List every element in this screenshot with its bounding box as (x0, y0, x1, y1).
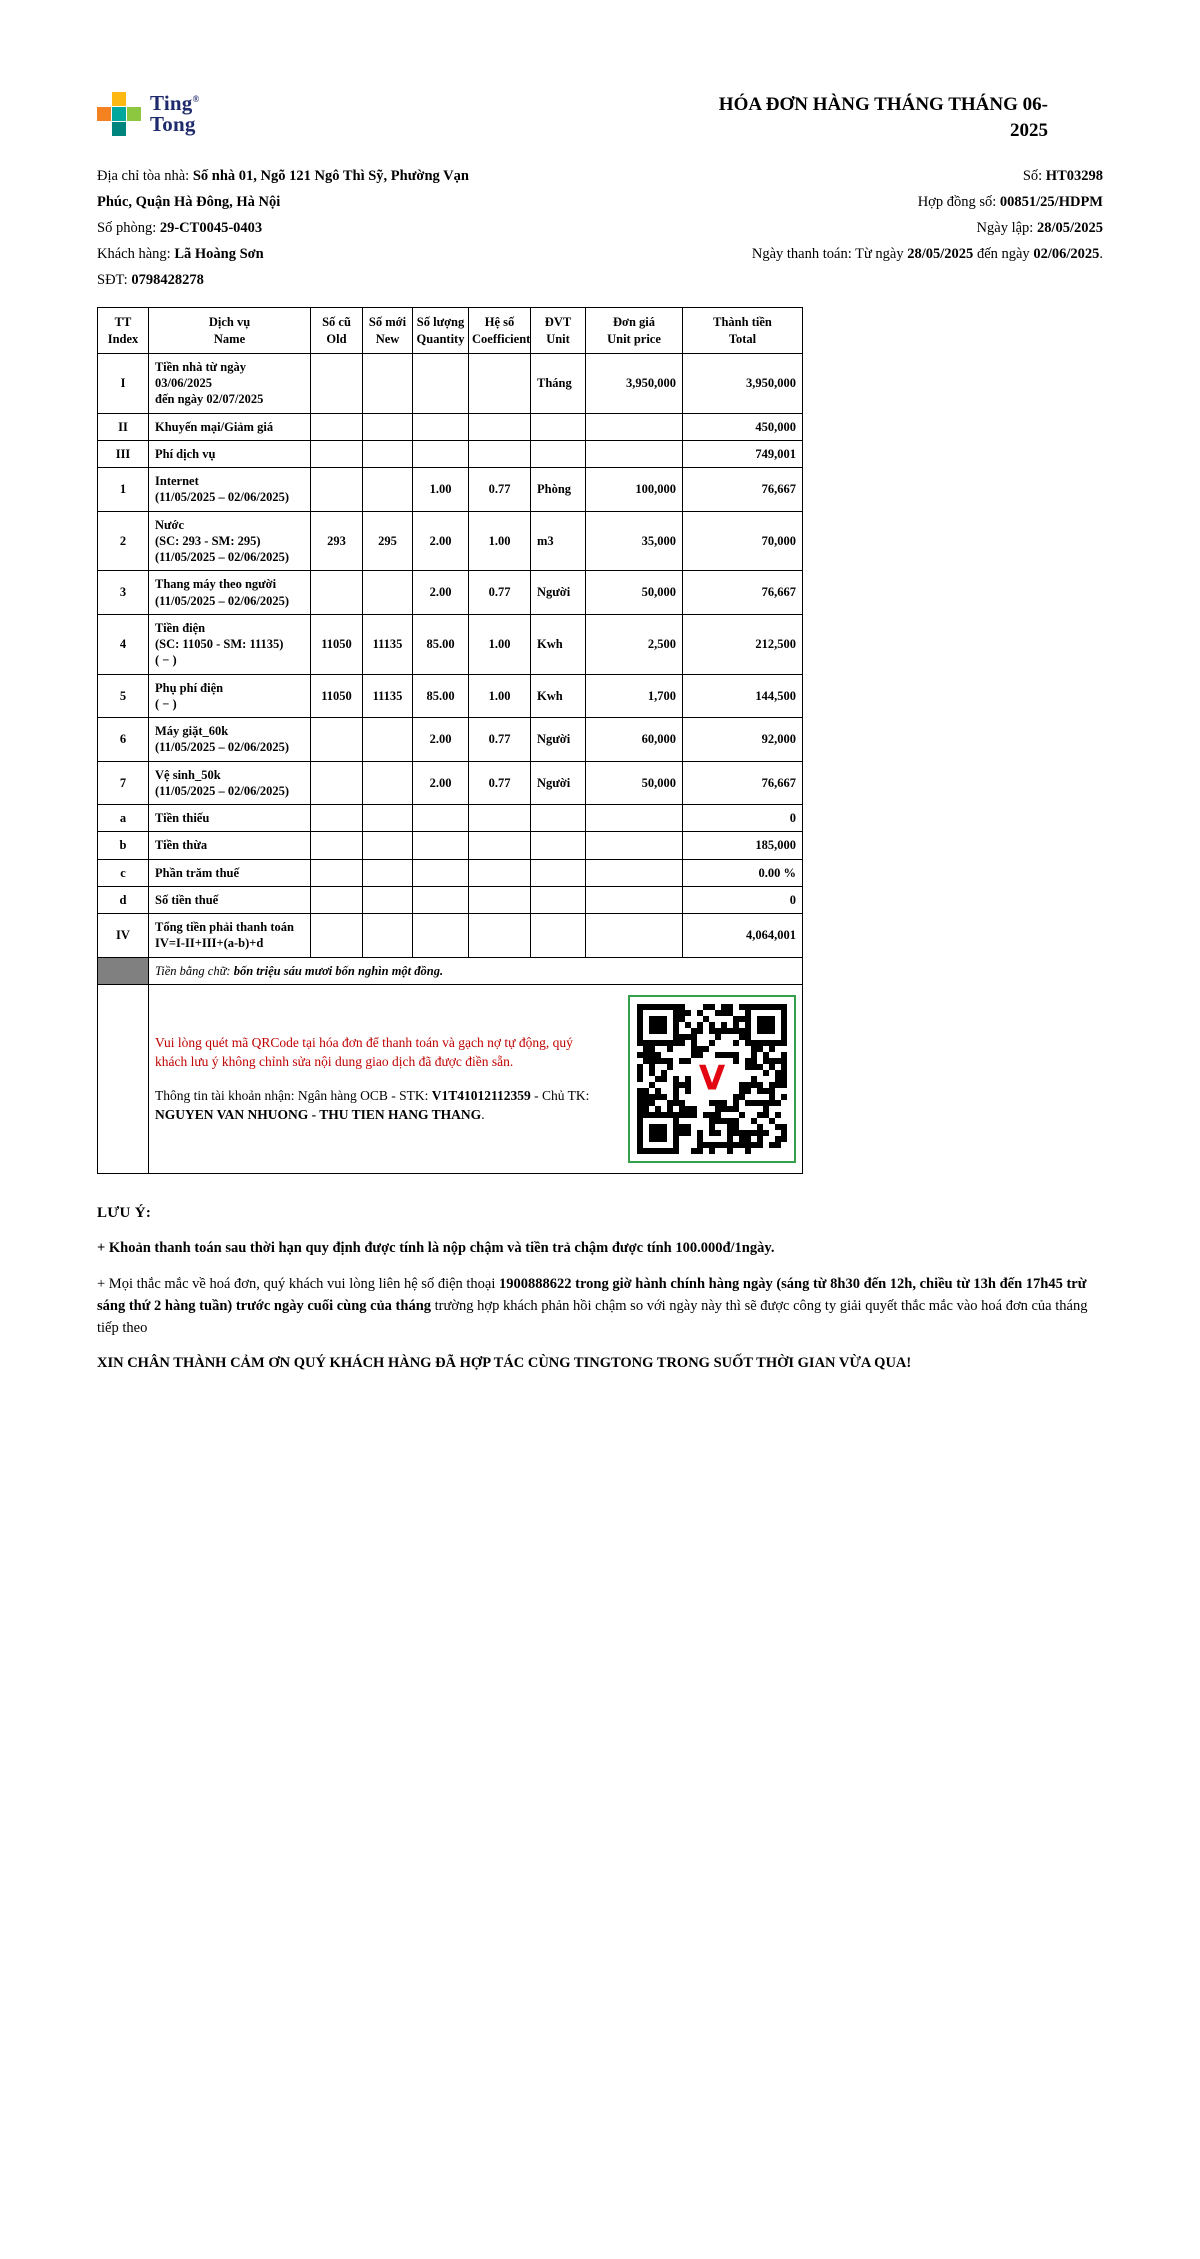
cell-total: 76,667 (683, 761, 803, 805)
invoice-page (97, 0, 1103, 1389)
cell-price: 50,000 (586, 571, 683, 615)
table-row (98, 468, 803, 512)
service-name-cell: Nước (SC: 293 - SM: 295) (11/05/2025 – 02/06/2025) (149, 511, 311, 571)
table-row (98, 805, 803, 832)
service-name-cell: Máy giặt_60k (11/05/2025 – 02/06/2025) (149, 718, 311, 762)
cell-total: 0.00 % (683, 859, 803, 886)
col-header-quantity: Số lượng Quantity (413, 308, 469, 354)
table-row (98, 859, 803, 886)
cell-total: 4,064,001 (683, 914, 803, 958)
qr-row-index-cell (98, 984, 149, 1173)
logo-word-ting: Ting (150, 90, 193, 115)
cell-total: 76,667 (683, 468, 803, 512)
logo-square-darkteal (112, 122, 126, 136)
cell-new (363, 718, 413, 762)
cell-total: 76,667 (683, 571, 803, 615)
notes-heading: LƯU Ý: (97, 1204, 152, 1221)
cell-price: 3,950,000 (586, 353, 683, 413)
table-row (98, 353, 803, 413)
col-header-total: Thành tiền Total (683, 308, 803, 354)
col-header-coefficient: Hệ số Coefficient (469, 308, 531, 354)
cell-coef: 0.77 (469, 571, 531, 615)
qr-warning-note: Vui lòng quét mã QRCode tại hóa đơn để thanh toán và gạch nợ tự động, quý khách lưu ý không chỉnh sửa nội dung giao dịch đã được điền sẵn. (155, 1034, 573, 1070)
cell-new (363, 413, 413, 440)
cell-new (363, 805, 413, 832)
tingtong-logo-text (150, 90, 200, 136)
payment-instructions (155, 1033, 607, 1125)
cell-total: 0 (683, 886, 803, 913)
cell-coef: 1.00 (469, 511, 531, 571)
cell-qty (413, 805, 469, 832)
logo-square-teal (112, 107, 126, 121)
cell-unit (531, 805, 586, 832)
cell-tt: a (98, 805, 149, 832)
table-row (98, 832, 803, 859)
cell-price: 1,700 (586, 674, 683, 718)
cell-total: 185,000 (683, 832, 803, 859)
col-header-unit-price: Đơn giá Unit price (586, 308, 683, 354)
cell-coef: 0.77 (469, 718, 531, 762)
cell-old (311, 832, 363, 859)
col-header-index: TT Index (98, 308, 149, 354)
table-header-row (98, 308, 803, 354)
cell-qty (413, 413, 469, 440)
cell-qty (413, 914, 469, 958)
service-name-cell: Tổng tiền phải thanh toán IV=I-II+III+(a-b)+d (149, 914, 311, 958)
invoice-number-line: Số: HT03298 (1022, 168, 1103, 185)
cell-qty: 2.00 (413, 761, 469, 805)
cell-old: 11050 (311, 674, 363, 718)
registered-mark: ® (192, 93, 200, 104)
table-row (98, 674, 803, 718)
cell-qty: 2.00 (413, 511, 469, 571)
cell-tt: 5 (98, 674, 149, 718)
logo-square-orange (97, 107, 111, 121)
phone-line: SĐT: 0798428278 (97, 272, 204, 289)
cell-coef (469, 886, 531, 913)
cell-unit: m3 (531, 511, 586, 571)
col-header-old: Số cũ Old (311, 308, 363, 354)
shaded-cell (98, 957, 149, 984)
cell-coef (469, 413, 531, 440)
cell-qty (413, 886, 469, 913)
cell-tt: 2 (98, 511, 149, 571)
cell-new (363, 440, 413, 467)
cell-new (363, 886, 413, 913)
logo-square-green (127, 107, 141, 121)
service-name-cell: Tiền điện (SC: 11050 - SM: 11135) ( − ) (149, 614, 311, 674)
cell-new (363, 468, 413, 512)
cell-unit (531, 886, 586, 913)
cell-new (363, 571, 413, 615)
contract-number-line: Hợp đồng số: 00851/25/HDPM (917, 194, 1103, 211)
cell-new (363, 761, 413, 805)
cell-coef (469, 859, 531, 886)
customer-info (97, 163, 487, 293)
service-name-cell: Thang máy theo người (11/05/2025 – 02/06/2025) (149, 571, 311, 615)
table-row (98, 886, 803, 913)
cell-tt: 7 (98, 761, 149, 805)
cell-tt: c (98, 859, 149, 886)
table-row (98, 718, 803, 762)
cell-qty: 1.00 (413, 468, 469, 512)
cell-price (586, 886, 683, 913)
cell-total: 749,001 (683, 440, 803, 467)
hotline-note: + Mọi thắc mắc về hoá đơn, quý khách vui lòng liên hệ số điện thoại 1900888622 trong giờ hành chính hàng ngày (sáng từ 8h30 đến 12h, chiều từ 13h đến 17h45 trừ sáng thứ 2 hàng tuần) trước ngày cuối cùng của tháng trường hợp khách phản hồi chậm so với ngày này thì sẽ được công ty giải quyết thắc mắc vào hoá đơn của tháng tiếp theo (97, 1276, 1088, 1336)
cell-qty: 85.00 (413, 614, 469, 674)
cell-tt: b (98, 832, 149, 859)
cell-price: 100,000 (586, 468, 683, 512)
room-number-line: Số phòng: 29-CT0045-0403 (97, 220, 263, 237)
cell-coef: 0.77 (469, 761, 531, 805)
table-row (98, 761, 803, 805)
cell-unit (531, 914, 586, 958)
cell-new: 295 (363, 511, 413, 571)
cell-old (311, 571, 363, 615)
qr-payment-cell (149, 984, 803, 1173)
cell-unit: Người (531, 761, 586, 805)
service-name-cell: Tiền thừa (149, 832, 311, 859)
invoice-meta (487, 163, 1103, 293)
invoice-title: HÓA ĐƠN HÀNG THÁNG THÁNG 06- 2025 (718, 94, 1048, 141)
cell-coef (469, 353, 531, 413)
cell-qty: 85.00 (413, 674, 469, 718)
cell-coef (469, 914, 531, 958)
tingtong-logo (97, 92, 287, 136)
cell-tt: 6 (98, 718, 149, 762)
service-name-cell: Số tiền thuế (149, 886, 311, 913)
cell-tt: 1 (98, 468, 149, 512)
cell-tt: I (98, 353, 149, 413)
cell-price: 35,000 (586, 511, 683, 571)
table-row (98, 571, 803, 615)
cell-old (311, 440, 363, 467)
cell-price: 2,500 (586, 614, 683, 674)
cell-tt: II (98, 413, 149, 440)
cell-price (586, 440, 683, 467)
thank-you-note: XIN CHÂN THÀNH CẢM ƠN QUÝ KHÁCH HÀNG ĐÃ HỢP TÁC CÙNG TINGTONG TRONG SUỐT THỜI GIAN VỪA QUA! (97, 1355, 912, 1372)
cell-total: 144,500 (683, 674, 803, 718)
cell-qty: 2.00 (413, 718, 469, 762)
cell-unit: Kwh (531, 614, 586, 674)
cell-new (363, 832, 413, 859)
table-row (98, 413, 803, 440)
cell-old (311, 886, 363, 913)
cell-new: 11135 (363, 614, 413, 674)
bank-account-note: Thông tin tài khoản nhận: Ngân hàng OCB - STK: V1T41012112359 - Chủ TK: NGUYEN VAN NHUONG - THU TIEN HANG THANG. (155, 1087, 590, 1123)
amount-in-words-row (98, 957, 803, 984)
cell-qty (413, 832, 469, 859)
cell-total: 70,000 (683, 511, 803, 571)
qr-code (628, 995, 796, 1163)
cell-coef: 1.00 (469, 674, 531, 718)
late-payment-note: + Khoản thanh toán sau thời hạn quy định được tính là nộp chậm và tiền trả chậm được tính 100.000đ/1ngày. (97, 1240, 775, 1257)
cell-qty (413, 440, 469, 467)
amount-in-words-cell: Tiền bằng chữ: bốn triệu sáu mươi bốn nghìn một đồng. (149, 957, 803, 984)
cell-new (363, 914, 413, 958)
cell-tt: d (98, 886, 149, 913)
cell-coef (469, 832, 531, 859)
cell-unit (531, 413, 586, 440)
payment-period-line: Ngày thanh toán: Từ ngày 28/05/2025 đến ngày 02/06/2025. (751, 246, 1103, 263)
page-header (97, 92, 1103, 143)
table-row (98, 511, 803, 571)
table-row (98, 440, 803, 467)
service-name-cell: Internet (11/05/2025 – 02/06/2025) (149, 468, 311, 512)
footer-notes (97, 1202, 1103, 1375)
col-header-service: Dịch vụ Name (149, 308, 311, 354)
cell-price (586, 914, 683, 958)
service-name-cell: Phần trăm thuế (149, 859, 311, 886)
cell-tt: III (98, 440, 149, 467)
cell-unit (531, 859, 586, 886)
cell-coef: 0.77 (469, 468, 531, 512)
cell-qty (413, 353, 469, 413)
cell-total: 212,500 (683, 614, 803, 674)
qr-row (98, 984, 803, 1173)
cell-old: 11050 (311, 614, 363, 674)
cell-unit: Người (531, 571, 586, 615)
cell-old (311, 413, 363, 440)
cell-old (311, 353, 363, 413)
cell-total: 450,000 (683, 413, 803, 440)
cell-price (586, 859, 683, 886)
cell-total: 0 (683, 805, 803, 832)
logo-word-tong: Tong (150, 112, 196, 136)
cell-tt: 4 (98, 614, 149, 674)
cell-unit: Phòng (531, 468, 586, 512)
cell-qty (413, 859, 469, 886)
cell-unit: Người (531, 718, 586, 762)
cell-new (363, 353, 413, 413)
invoice-table-body (98, 353, 803, 957)
cell-unit: Tháng (531, 353, 586, 413)
cell-price: 50,000 (586, 761, 683, 805)
service-name-cell: Khuyến mại/Giảm giá (149, 413, 311, 440)
cell-old: 293 (311, 511, 363, 571)
cell-new: 11135 (363, 674, 413, 718)
cell-coef: 1.00 (469, 614, 531, 674)
cell-total: 92,000 (683, 718, 803, 762)
cell-tt: 3 (98, 571, 149, 615)
cell-price (586, 832, 683, 859)
invoice-table-special (98, 957, 803, 1173)
cell-old (311, 914, 363, 958)
cell-price (586, 805, 683, 832)
cell-total: 3,950,000 (683, 353, 803, 413)
cell-unit: Kwh (531, 674, 586, 718)
cell-old (311, 718, 363, 762)
cell-old (311, 859, 363, 886)
cell-old (311, 761, 363, 805)
cell-qty: 2.00 (413, 571, 469, 615)
qr-center-logo: V (698, 1058, 726, 1099)
issue-date-line: Ngày lập: 28/05/2025 (976, 220, 1103, 237)
cell-new (363, 859, 413, 886)
service-name-cell: Tiền nhà từ ngày 03/06/2025 đến ngày 02/07/2025 (149, 353, 311, 413)
cell-old (311, 805, 363, 832)
service-name-cell: Phí dịch vụ (149, 440, 311, 467)
service-name-cell: Vệ sinh_50k (11/05/2025 – 02/06/2025) (149, 761, 311, 805)
table-row (98, 914, 803, 958)
col-header-unit: ĐVT Unit (531, 308, 586, 354)
cell-price: 60,000 (586, 718, 683, 762)
cell-unit (531, 440, 586, 467)
invoice-info (97, 163, 1103, 293)
building-address-line: Địa chỉ tòa nhà: Số nhà 01, Ngõ 121 Ngô Thì Sỹ, Phường Vạn Phúc, Quận Hà Đông, Hà Nội (97, 168, 469, 211)
cell-tt: IV (98, 914, 149, 958)
invoice-table (97, 307, 803, 1174)
cell-price (586, 413, 683, 440)
customer-name-line: Khách hàng: Lã Hoàng Sơn (97, 246, 264, 263)
logo-square-yellow (112, 92, 126, 106)
cell-coef (469, 440, 531, 467)
cell-coef (469, 805, 531, 832)
cell-unit (531, 832, 586, 859)
service-name-cell: Tiền thiếu (149, 805, 311, 832)
cell-old (311, 468, 363, 512)
table-row (98, 614, 803, 674)
col-header-new: Số mới New (363, 308, 413, 354)
service-name-cell: Phụ phí điện ( − ) (149, 674, 311, 718)
tingtong-logo-icon (97, 92, 141, 136)
